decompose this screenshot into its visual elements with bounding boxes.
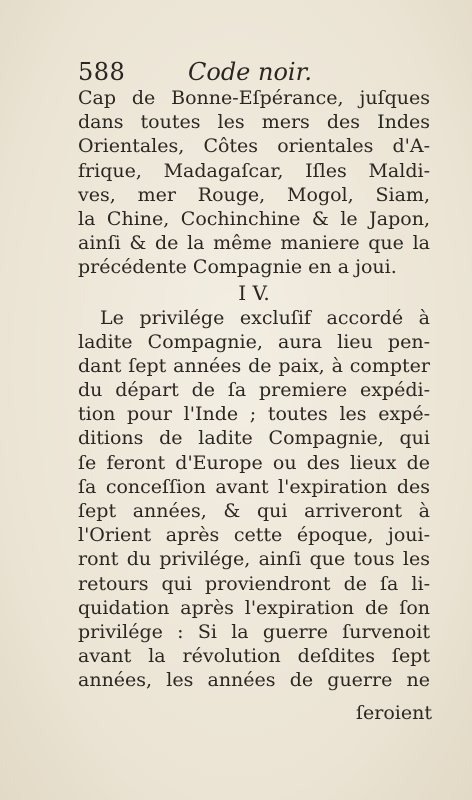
text-line: années, les années de guerre ne [78,669,430,692]
text-line: frique, Madagaſcar, Iſles Maldi- [78,159,430,182]
text-line: avant la révolution deſdites ſept [78,645,430,668]
text-line: quidation après l'expiration de ſon [78,596,430,619]
text-line: tion pour l'Inde ; toutes les expé- [78,403,430,426]
text-line: ſe feront d'Europe ou des lieux de [78,451,430,474]
text-line: ſept années, & qui arriveront à [78,500,430,522]
text-line: ront du privilége, ainſi que tous les [78,548,430,571]
text-line: du départ de ſa premiere expédi- [78,379,430,402]
page-header [78,58,432,88]
text-line: dans toutes les mers des Indes [78,111,430,134]
text-line: privilége : Si la guerre ſurvenoit [78,620,430,643]
text-line: retours qui proviendront de ſa li- [78,572,430,595]
text-line: ves, mer Rouge, Mogol, Siam, [78,183,430,206]
body-text [78,86,430,693]
text-line: ditions de ladite Compagnie, qui [78,427,430,450]
catchword: ſeroient [356,702,432,724]
page-number: 588 [78,58,126,86]
text-line: dant ſept années de paix, à compter [78,354,430,377]
paragraph-first-line: Le privilége excluſif accordé à [100,306,430,329]
text-line: ainſi & de la même maniere que la [78,232,430,255]
text-line: l'Orient après cette époque, joui- [78,524,430,547]
text-line: la Chine, Cochinchine & le Japon, [78,207,430,230]
text-line: ladite Compagnie, aura lieu pen- [78,330,430,353]
text-line: Orientales, Côtes orientales d'A- [78,135,430,158]
running-title: Code noir. [188,58,313,86]
text-line: Cap de Bonne-Eſpérance, juſques [78,87,430,109]
text-line: précédente Compagnie en a joui. [78,256,397,279]
text-line: ſa conceſſion avant l'expiration des [78,475,430,498]
section-heading: I V. [238,280,270,305]
